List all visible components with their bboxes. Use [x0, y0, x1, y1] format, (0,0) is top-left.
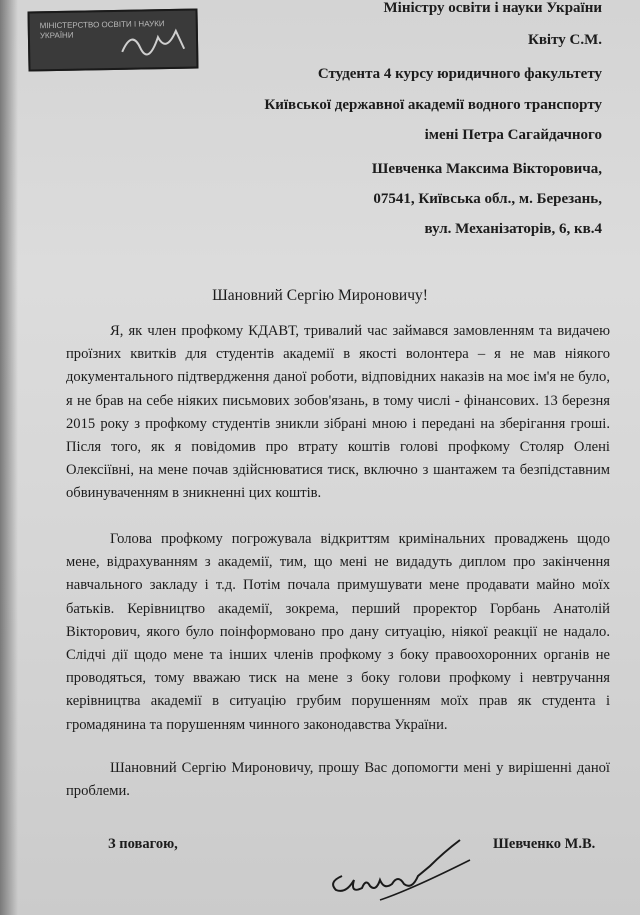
sender-name-line: Шевченка Максима Вікторовича,: [371, 161, 602, 177]
stamp-line-1: МІНІСТЕРСТВО ОСВІТИ І НАУКИ: [39, 19, 165, 31]
addressee-line: Міністру освіти і науки України: [383, 0, 602, 16]
ministry-registration-stamp: [27, 9, 198, 72]
letter-paragraph-2: Голова профкому погрожувала відкриттям кримінальних проваджень щодо мене, відрахуванням з академії, тим, що мені не видадуть диплом про закінчення навчального закладу і т.д. Потім почала примушувати мене продавати майно моїх батьків. Керівництво академії, зокрема, перший проректор Горбань Анатолій Вікторович, якого було поінформовано про дану ситуацію, ніякої реакції не надало. Слідчі дії щодо мене та інших членів профкому з боку правоохоронних органів не проводяться, тому вважаю тиск на мене з боку голови профкому і невтручання керівництва академії в ситуацію грубим порушенням моїх прав як студента і громадянина та порушенням чинного законодавства України.: [66, 531, 610, 733]
letter-paragraph-1: Я, як член профкому КДАВТ, тривалий час займався замовленням та видачею проїзних квитків для студентів академії в якості волонтера – я не мав ніякого документального підтвердження даної роботи, відповідних наказів на моє ім'я не було, я не брав на себе ніяких письмових зобов'язань, в тому числі - фінансових. 13 березня 2015 року з профкому студентів зникли зібрані мною і передані на зберігання гроші. Після того, як я повідомив про втрату коштів голові профкому Столяр Олені Олексіївні, на мене почав здійснюватися тиск, включно з шантажем та безпідставним обвинуваченням в зникненні цих коштів.: [66, 323, 610, 502]
letter-paragraph-3: Шановний Сергію Мироновичу, прошу Вас допомогти мені у вирішенні даної проблеми.: [66, 760, 610, 800]
stamp-handwritten-mark-icon: [118, 23, 189, 60]
sender-academy-line: Київської державної академії водного транспорту: [264, 97, 602, 113]
stamp-line-2: УКРАЇНИ: [39, 30, 74, 41]
sender-address-line-1: 07541, Київська обл., м. Березань,: [373, 191, 602, 207]
page-edge-shadow: [0, 0, 18, 915]
sender-academy-name-line: імені Петра Сагайдачного: [424, 127, 602, 143]
closing-phrase: З повагою,: [108, 836, 178, 852]
sender-address-line-2: вул. Механізаторів, 6, кв.4: [424, 221, 602, 237]
letter-greeting: Шановний Сергію Мироновичу!: [212, 287, 428, 304]
signer-name: Шевченко М.В.: [493, 836, 596, 852]
handwritten-signature-icon: [320, 830, 480, 910]
addressee-name: Квіту С.М.: [527, 32, 602, 48]
sender-course-line: Студента 4 курсу юридичного факультету: [317, 66, 602, 82]
